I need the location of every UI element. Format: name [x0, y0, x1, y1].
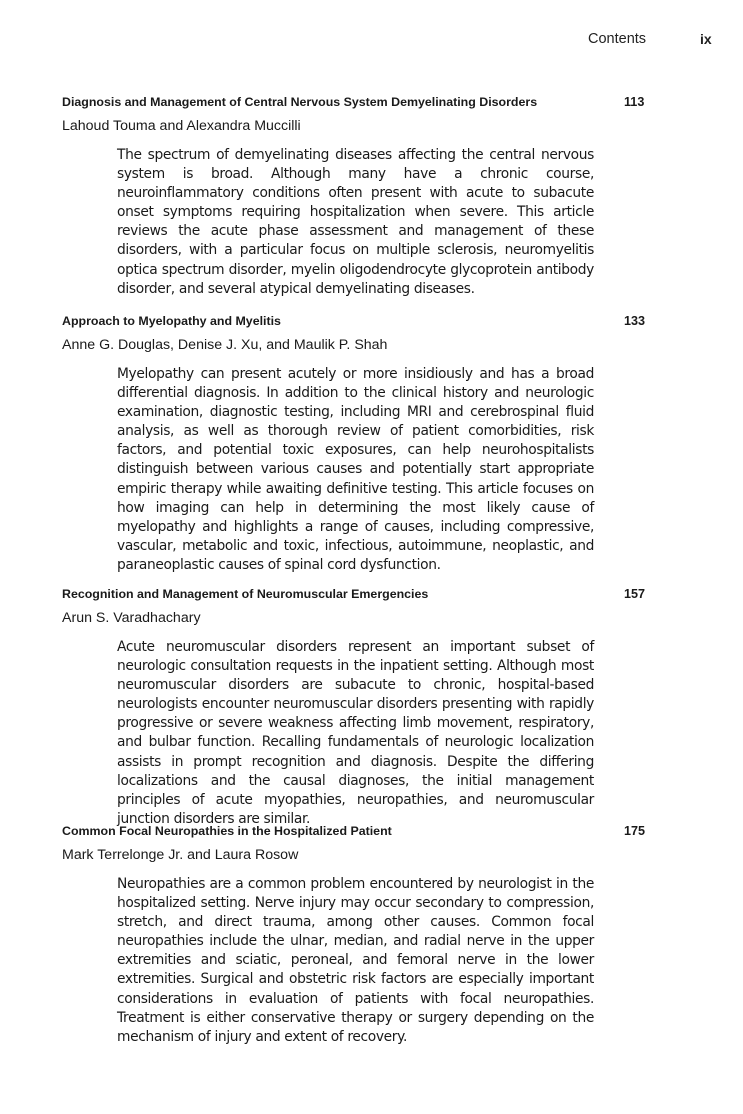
running-header: [0, 31, 743, 51]
article-abstract: The spectrum of demyelinating diseases affecting the central nervous system is broad. Although many have a chronic course, neuroinflammatory conditions often present with acute to subacute onset symptoms requiring hospitalization when severe. This article reviews the acute phase assessment and management of these disorders, with a particular focus on multiple sclerosis, neuromyelitis optica spectrum disorder, myelin oligodendrocyte glycoprotein antibody disorder, and several atypical demyelinating diseases.: [117, 147, 594, 297]
article-title[interactable]: Approach to Myelopathy and Myelitis: [62, 314, 281, 328]
article-title[interactable]: Diagnosis and Management of Central Nervous System Demyelinating Disorders: [62, 95, 538, 109]
article-title[interactable]: Common Focal Neuropathies in the Hospitalized Patient: [62, 824, 392, 838]
article-abstract: Neuropathies are a common problem encountered by neurologist in the hospitalized setting. Nerve injury may occur secondary to compression, stretch, and direct trauma, among other causes. Common focal neuropathies include the ulnar, median, and radial nerve in the upper extremities and sciatic, peroneal, and femoral nerve in the lower extremities. Surgical and obstetric risk factors are especially important considerations in evaluation of patients with focal neuropathies. Treatment is either conservative therapy or surgery depending on the mechanism of injury and extent of recovery.: [117, 876, 594, 1045]
article-authors: Arun S. Varadhachary: [62, 610, 201, 626]
article-authors: Anne G. Douglas, Denise J. Xu, and Maulik P. Shah: [62, 337, 388, 353]
header-page-number: ix: [700, 31, 712, 47]
article-page-number[interactable]: 133: [624, 314, 646, 328]
article-page-number[interactable]: 175: [624, 824, 646, 838]
article-abstract: Acute neuromuscular disorders represent an important subset of neurologic consultation requests in the inpatient setting. Although most neuromuscular disorders are subacute to chronic, hospital-based neurologists encounter neuromuscular disorders presenting with rapidly progressive or severe weakness affecting limb movement, respiratory, and bulbar function. Recalling fundamentals of neurologic localization assists in prompt recognition and diagnosis. Despite the differing localizations and the causal diagnoses, the initial management principles of acute myopathies, neuropathies, and neuromuscular junction disorders are similar.: [117, 639, 594, 827]
article-title[interactable]: Recognition and Management of Neuromuscular Emergencies: [62, 587, 429, 601]
article-abstract: Myelopathy can present acutely or more insidiously and has a broad differential diagnosis. In addition to the clinical history and neurologic examination, diagnostic testing, including MRI and cerebrospinal fluid analysis, as well as thorough review of patient comorbidities, risk factors, and potential toxic exposures, can help neurohospitalists distinguish between various causes and potentially start appropriate empiric therapy while awaiting definitive testing. This article focuses on how imaging can help in determining the most likely cause of myelopathy and highlights a range of causes, including compressive, vascular, metabolic and toxic, infectious, autoimmune, neoplastic, and paraneoplastic causes of spinal cord dysfunction.: [117, 366, 594, 573]
header-title: Contents: [588, 31, 647, 47]
article-authors: Mark Terrelonge Jr. and Laura Rosow: [62, 847, 299, 863]
article-page-number[interactable]: 113: [624, 95, 645, 109]
article-page-number[interactable]: 157: [624, 587, 646, 601]
article-authors: Lahoud Touma and Alexandra Muccilli: [62, 118, 301, 134]
